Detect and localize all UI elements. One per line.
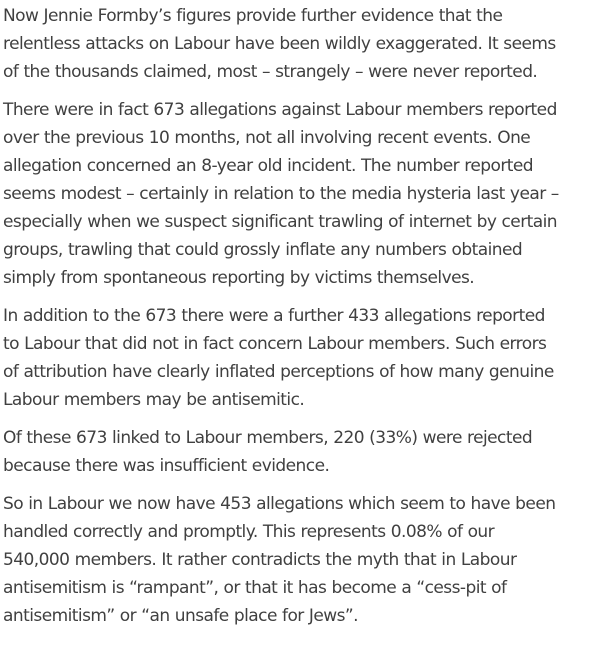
text-line: handled correctly and promptly. This represents 0.08% of our	[3, 522, 495, 542]
paragraph-453-allegations	[3, 490, 601, 630]
text-line: because there was insufficient evidence.	[3, 456, 330, 476]
text-line: allegation concerned an 8-year old incident. The number reported	[3, 156, 534, 176]
text-line: Now Jennie Formby’s figures provide further evidence that the	[3, 6, 503, 26]
text-line: 540,000 members. It rather contradicts the myth that in Labour	[3, 550, 517, 570]
text-line: antisemitism” or “an unsafe place for Jews”.	[3, 606, 359, 626]
paragraph-433-allegations	[3, 302, 601, 414]
text-line: of attribution have clearly inflated perceptions of how many genuine	[3, 362, 554, 382]
text-line: So in Labour we now have 453 allegations which seem to have been	[3, 494, 556, 514]
article-body	[3, 2, 601, 640]
text-line: In addition to the 673 there were a further 433 allegations reported	[3, 306, 545, 326]
text-line: over the previous 10 months, not all involving recent events. One	[3, 128, 531, 148]
text-line: relentless attacks on Labour have been wildly exaggerated. It seems	[3, 34, 556, 54]
text-line: Of these 673 linked to Labour members, 220 (33%) were rejected	[3, 428, 533, 448]
text-line: There were in fact 673 allegations against Labour members reported	[3, 100, 557, 120]
paragraph-673-allegations	[3, 96, 601, 292]
text-line: to Labour that did not in fact concern Labour members. Such errors	[3, 334, 547, 354]
text-line: of the thousands claimed, most – strangely – were never reported.	[3, 62, 538, 82]
text-line: especially when we suspect significant trawling of internet by certain	[3, 212, 558, 232]
text-line: Labour members may be antisemitic.	[3, 390, 305, 410]
text-line: antisemitism is “rampant”, or that it has become a “cess-pit of	[3, 578, 507, 598]
paragraph-rejected	[3, 424, 601, 480]
text-line: simply from spontaneous reporting by victims themselves.	[3, 268, 475, 288]
text-line: groups, trawling that could grossly inflate any numbers obtained	[3, 240, 523, 260]
text-line: seems modest – certainly in relation to the media hysteria last year –	[3, 184, 559, 204]
paragraph-formby-figures	[3, 2, 601, 86]
